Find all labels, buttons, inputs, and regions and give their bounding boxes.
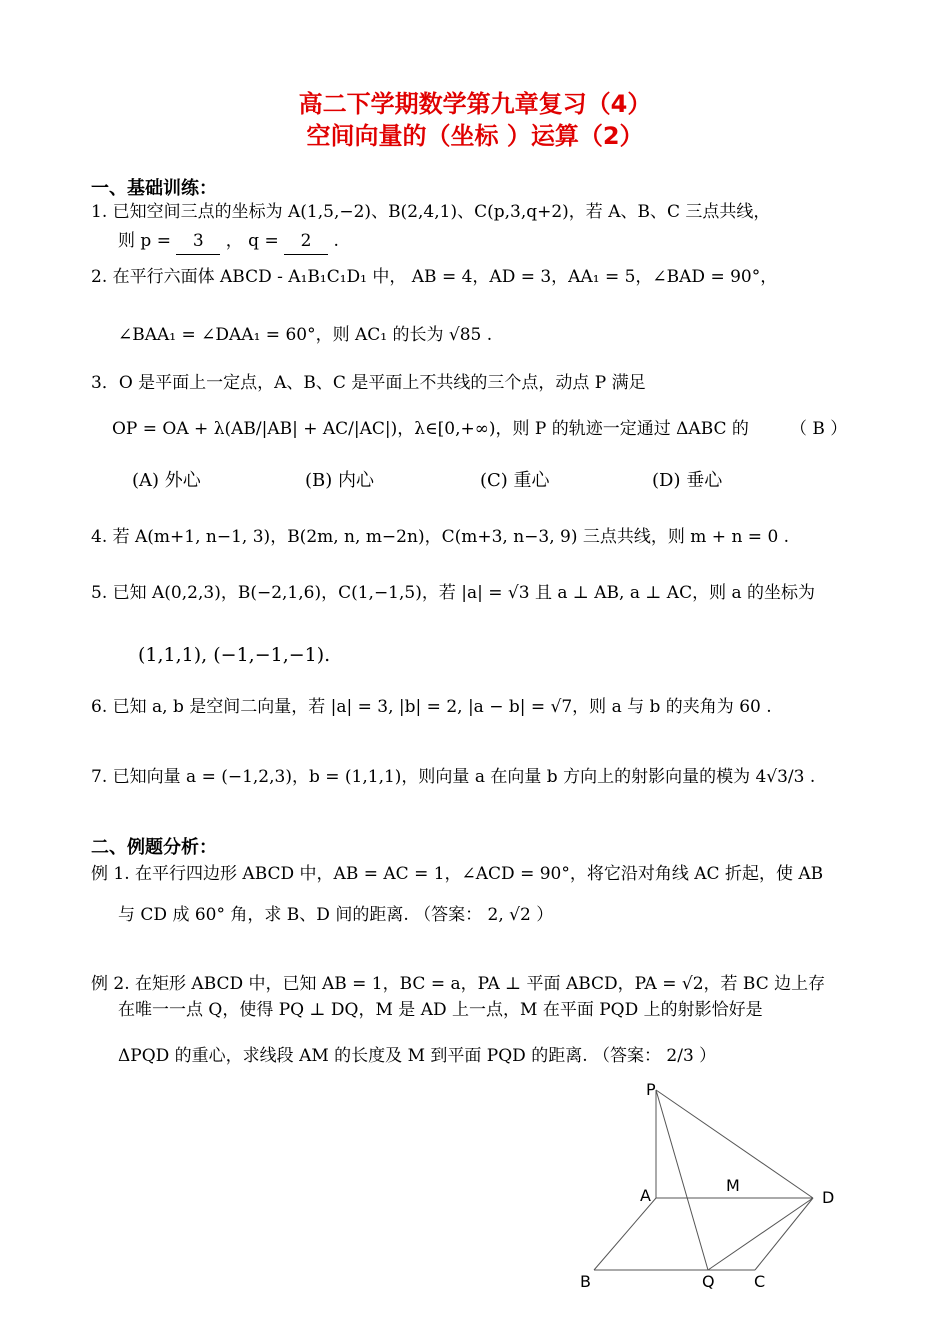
- q1-p-prefix: 则 p =: [118, 231, 171, 251]
- q3-choice-a: (A) 外心: [132, 470, 201, 491]
- label-b: B: [580, 1272, 591, 1291]
- ex1-line-2: 与 CD 成 60° 角，求 B、D 间的距离. （答案： 2, √2 ）: [118, 905, 554, 925]
- q1-q-prefix: ， q =: [225, 231, 279, 251]
- q3-answer: （ B ）: [790, 419, 848, 439]
- q4-text: 4. 若 A(m+1, n−1, 3)，B(2m, n, m−2n)，C(m+3, n−3, 9) 三点共线，则 m + n = 0 .: [91, 527, 790, 547]
- q3-choice-d: (D) 垂心: [652, 470, 723, 491]
- edge-qd: [708, 1198, 813, 1270]
- ex1-line-1: 例 1. 在平行四边形 ABCD 中，AB = AC = 1，∠ACD = 90°，将它沿对角线 AC 折起，使 AB: [91, 864, 824, 884]
- q3-choice-c: (C) 重心: [480, 470, 550, 491]
- edge-cd: [755, 1198, 813, 1270]
- q2-line-2: ∠BAA₁ = ∠DAA₁ = 60°，则 AC₁ 的长为 √85 .: [118, 325, 493, 345]
- q3-choice-b: (B) 内心: [305, 470, 374, 491]
- edge-pq: [656, 1090, 708, 1270]
- q5-line-2: (1,1,1), (−1,−1,−1).: [138, 644, 331, 666]
- q5-line-1: 5. 已知 A(0,2,3)，B(−2,1,6)，C(1,−1,5)，若 |a| = √3 且 a ⊥ AB, a ⊥ AC，则 a 的坐标为: [91, 583, 816, 603]
- q1-p-answer: 3: [176, 228, 220, 255]
- q6-text: 6. 已知 a, b 是空间二向量，若 |a| = 3, |b| = 2, |a − b| = √7，则 a 与 b 的夹角为 60 .: [91, 697, 772, 717]
- label-a: A: [640, 1186, 651, 1205]
- q2-line-1: 2. 在平行六面体 ABCD - A₁B₁C₁D₁ 中， AB = 4，AD = 3，AA₁ = 5，∠BAD = 90°，: [91, 267, 778, 287]
- ex2-line-1: 例 2. 在矩形 ABCD 中，已知 AB = 1，BC = a，PA ⊥ 平面 ABCD，PA = √2，若 BC 边上存: [91, 974, 826, 994]
- ex2-line-2: 在唯一一点 Q，使得 PQ ⊥ DQ，M 是 AD 上一点，M 在平面 PQD 上的射影恰好是: [118, 1000, 763, 1020]
- label-p: P: [646, 1080, 656, 1099]
- label-q: Q: [702, 1272, 715, 1291]
- label-m: M: [726, 1176, 740, 1195]
- q3-line-2: OP = OA + λ(AB/|AB| + AC/|AC|)，λ∈[0,+∞)，则 P 的轨迹一定通过 ΔABC 的: [112, 419, 749, 439]
- section-2-heading: 二、例题分析：: [91, 837, 217, 858]
- ex2-line-3: ΔPQD 的重心，求线段 AM 的长度及 M 到平面 PQD 的距离. （答案： 2/3 ）: [118, 1046, 717, 1066]
- q1-end: .: [333, 231, 339, 251]
- pyramid-diagram: [570, 1075, 870, 1305]
- q3-line-1: 3．O 是平面上一定点，A、B、C 是平面上不共线的三个点，动点 P 满足: [91, 373, 646, 393]
- title-line-2: 空间向量的（坐标 ）运算（2）: [306, 122, 644, 150]
- q1-answer-line: [118, 228, 898, 255]
- q1-q-answer: 2: [284, 228, 328, 255]
- section-1-heading: 一、基础训练：: [91, 178, 217, 199]
- title-line-1: 高二下学期数学第九章复习（4）: [298, 90, 652, 118]
- label-d: D: [822, 1188, 835, 1207]
- q1-text: 1. 已知空间三点的坐标为 A(1,5,−2)、B(2,4,1)、C(p,3,q+2)，若 A、B、C 三点共线，: [91, 202, 771, 222]
- edge-ab: [594, 1198, 656, 1270]
- label-c: C: [754, 1272, 766, 1291]
- q7-text: 7. 已知向量 a = (−1,2,3)，b = (1,1,1)，则向量 a 在向量 b 方向上的射影向量的模为 4√3/3 .: [91, 767, 816, 787]
